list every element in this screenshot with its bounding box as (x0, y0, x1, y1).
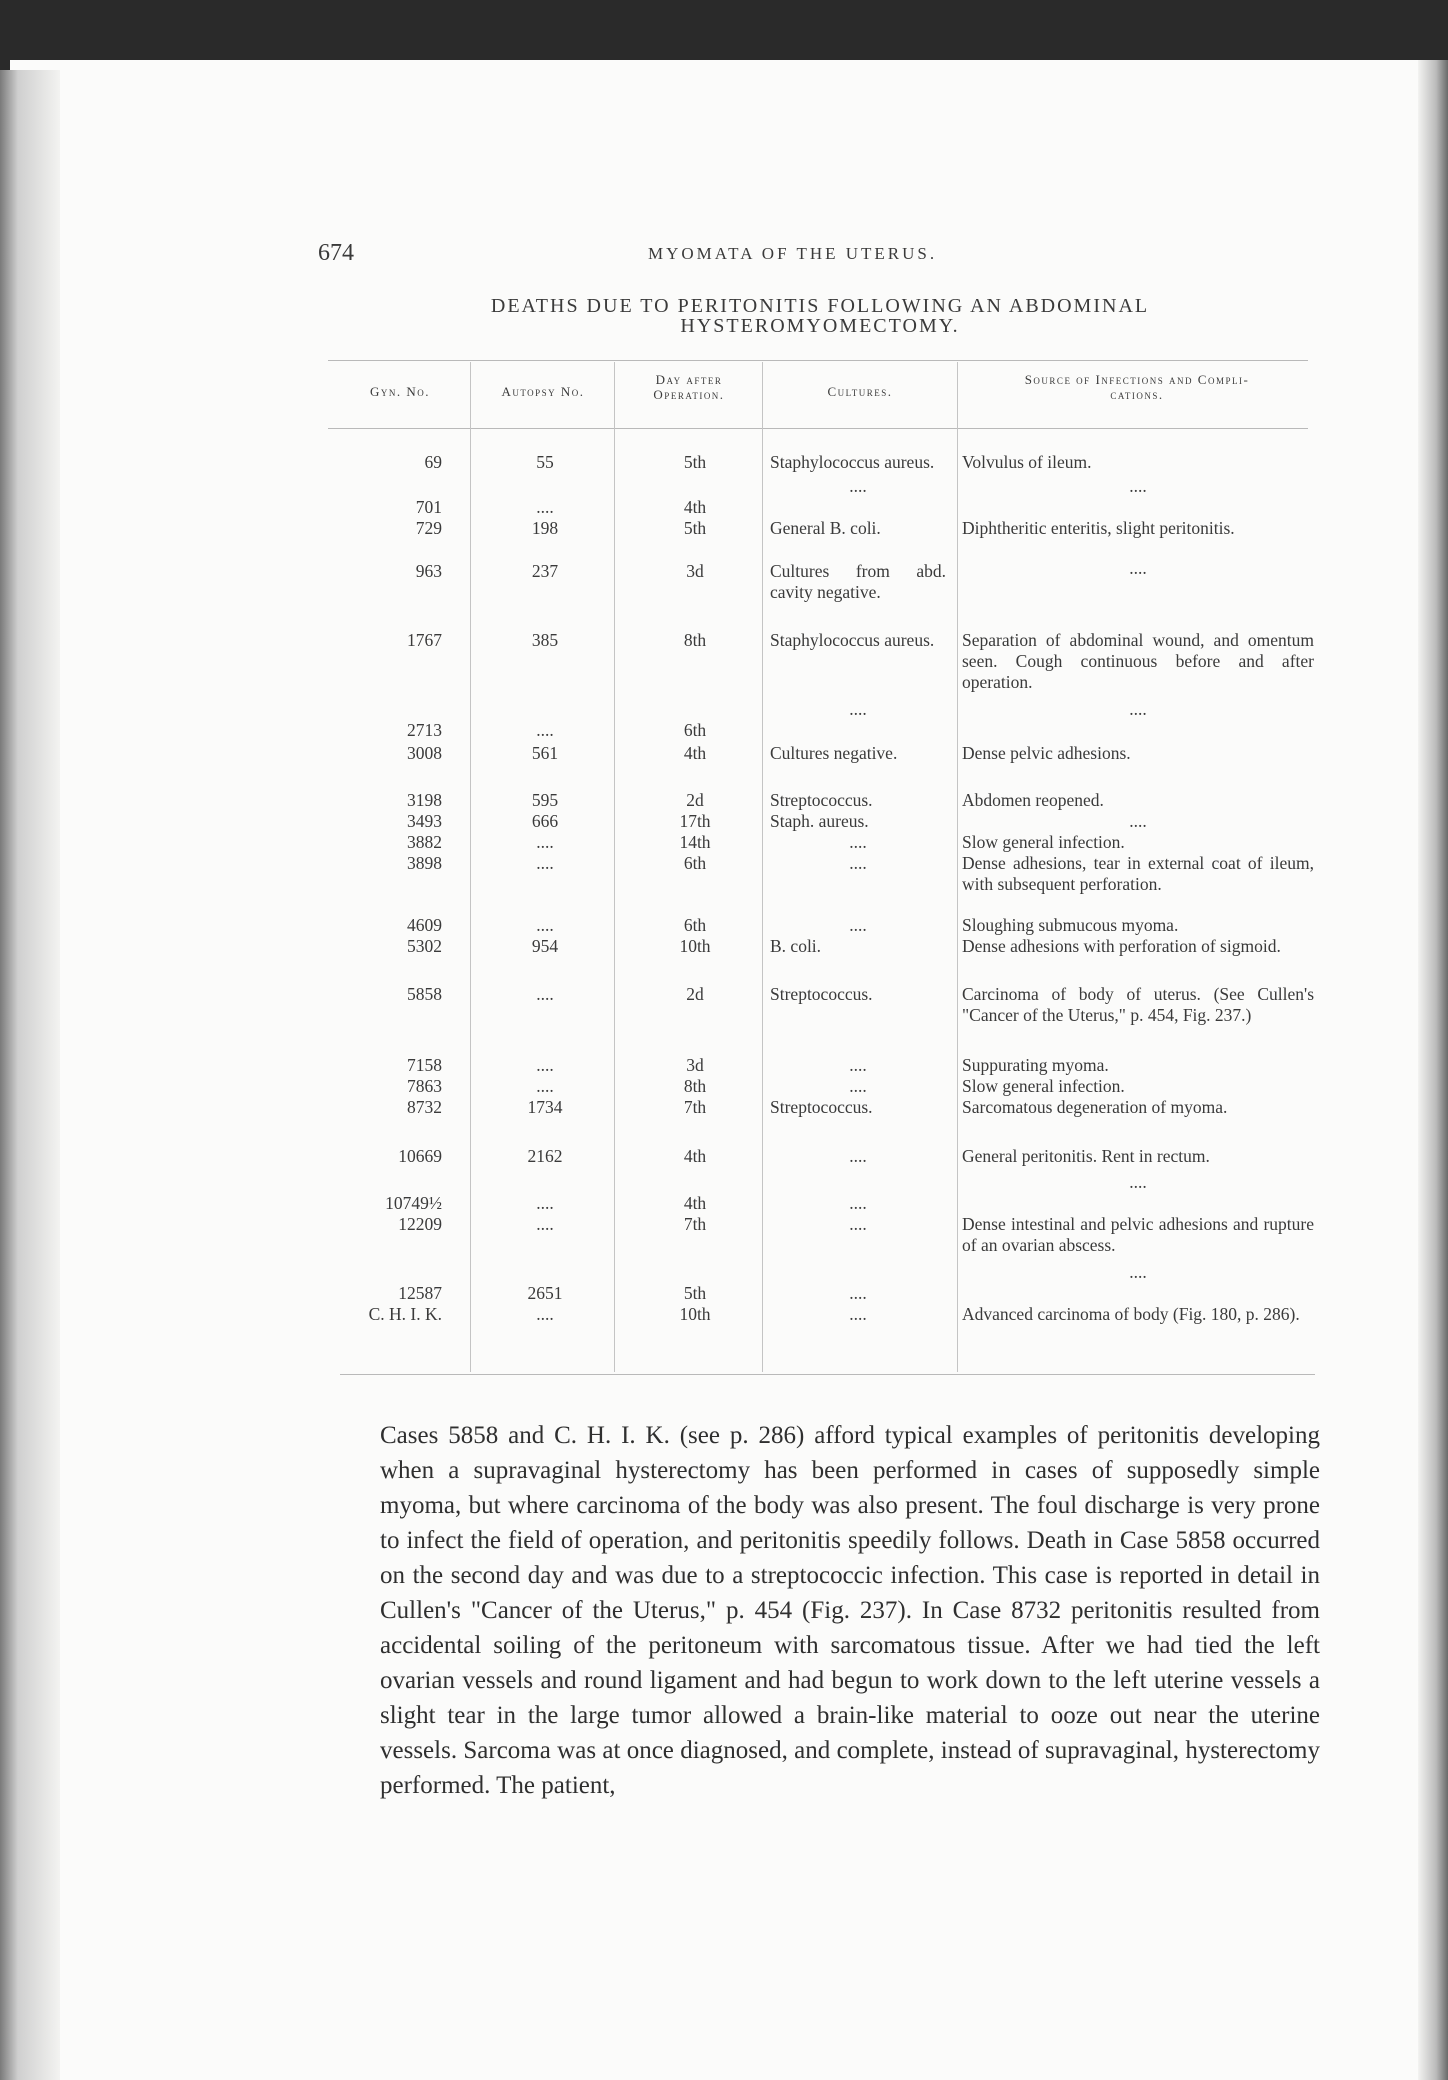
table-cell-day: 5th (683, 452, 707, 472)
table-cell-source: Abdomen reopened. (962, 790, 1104, 810)
table-cell-autopsy: 55 (536, 452, 554, 472)
table-cell-cultures: Staph. aureus. (770, 811, 869, 831)
table-cell-autopsy: 385 (531, 630, 559, 650)
table-cell-cultures: Streptococcus. (770, 1097, 873, 1117)
table-cell-cultures: General B. coli. (770, 518, 881, 538)
column-divider (614, 362, 615, 1372)
table-cell-autopsy: .... (536, 1076, 554, 1096)
table-cell-source: Dense adhesions with perforation of sigmoid. (962, 936, 1281, 956)
table-cell-cultures: .... (849, 1055, 867, 1075)
table-cell-source: .... (1129, 1172, 1147, 1192)
table-cell-cultures: Streptococcus. (770, 984, 873, 1004)
table-title (380, 296, 1260, 336)
table-cell-autopsy: .... (536, 1304, 554, 1324)
table-title-line-1: DEATHS DUE TO PERITONITIS FOLLOWING AN ABDOMINAL (490, 295, 1150, 317)
table-cell-cultures: Cultures negative. (770, 743, 898, 763)
column-header-source-line-2: cations. (1110, 387, 1164, 402)
table-cell-gyn: 3198 (407, 790, 442, 810)
table-cell-day: 7th (683, 1097, 707, 1117)
table-cell-gyn: 12587 (398, 1283, 442, 1303)
table-cell-cultures: .... (849, 1283, 867, 1303)
table-cell-autopsy: .... (536, 915, 554, 935)
column-header-source (962, 372, 1312, 402)
table-cell-autopsy: .... (536, 832, 554, 852)
column-header-cultures: Cultures. (827, 384, 893, 399)
table-cell-cultures: Staphylococcus aureus. (770, 630, 935, 650)
table-cell-day: 3d (686, 1055, 704, 1075)
table-bottom-rule (340, 1374, 1315, 1375)
table-cell-source: .... (1129, 699, 1147, 719)
table-cell-autopsy: 561 (531, 743, 559, 763)
table-cell-source: Diphtheritic enteritis, slight peritonitis. (962, 518, 1235, 538)
table-cell-cultures: .... (849, 476, 867, 496)
column-header-autopsy: Autopsy No. (501, 384, 585, 399)
table-cell-cultures: .... (849, 1076, 867, 1096)
table-cell-source: Sloughing submucous myoma. (962, 915, 1179, 935)
table-top-rule (328, 360, 1308, 361)
table-cell-day: 6th (683, 915, 707, 935)
table-cell-autopsy: .... (536, 1055, 554, 1075)
table-cell-cultures: .... (849, 1193, 867, 1213)
table-cell-source: .... (1129, 1262, 1147, 1282)
table-cell-gyn: 3882 (407, 832, 442, 852)
table-cell-cultures: .... (849, 1146, 867, 1166)
table-cell-source: Slow general infection. (962, 832, 1125, 852)
page-right-edge (1418, 60, 1448, 2080)
column-divider (762, 362, 763, 1372)
table-cell-day: 7th (683, 1214, 707, 1234)
table-cell-cultures: .... (849, 699, 867, 719)
table-cell-cultures: Cultures from abd. cavity negative. (770, 561, 946, 602)
column-header-day-line-2: Operation. (653, 387, 725, 402)
table-cell-source: Advanced carcinoma of body (Fig. 180, p. 286). (962, 1304, 1300, 1324)
table-cell-autopsy: 954 (531, 936, 559, 956)
table-cell-gyn: 69 (424, 452, 442, 472)
table-cell-source: Suppurating myoma. (962, 1055, 1109, 1075)
page-number: 674 (318, 240, 354, 266)
table-cell-day: 5th (683, 1283, 707, 1303)
table-cell-gyn: 3898 (407, 853, 442, 873)
table-cell-day: 6th (683, 853, 707, 873)
table-cell-cultures: .... (849, 1304, 867, 1324)
table-cell-day: 10th (679, 1304, 711, 1324)
table-cell-autopsy: 595 (531, 790, 559, 810)
table-cell-day: 8th (683, 1076, 707, 1096)
table-cell-gyn: 1767 (407, 630, 442, 650)
table-cell-gyn: C. H. I. K. (368, 1304, 442, 1324)
table-cell-autopsy: .... (536, 497, 554, 517)
table-cell-cultures: B. coli. (770, 936, 822, 956)
table-cell-cultures: .... (849, 832, 867, 852)
table-cell-source: Volvulus of ileum. (962, 452, 1092, 472)
table-cell-gyn: 963 (415, 561, 442, 581)
table-cell-gyn: 4609 (407, 915, 442, 935)
column-divider (957, 362, 958, 1372)
column-header-day-line-1: Day after (655, 372, 723, 387)
table-cell-cultures: .... (849, 1214, 867, 1234)
table-cell-autopsy: 237 (531, 561, 559, 581)
table-cell-cultures: .... (849, 915, 867, 935)
table-cell-cultures: Streptococcus. (770, 790, 873, 810)
table-cell-day: 4th (683, 1146, 707, 1166)
table-cell-source: Separation of abdominal wound, and omentum seen. Cough continuous before and after operation. (962, 630, 1314, 692)
table-cell-source: Sarcomatous degeneration of myoma. (962, 1097, 1228, 1117)
table-cell-day: 4th (683, 1193, 707, 1213)
table-cell-day: 4th (683, 743, 707, 763)
table-cell-cultures: Staphylococcus aureus. (770, 452, 935, 472)
table-cell-gyn: 729 (415, 518, 442, 538)
table-title-line-2: HYSTEROMYOMECTOMY. (680, 315, 960, 337)
table-cell-source: .... (1129, 558, 1147, 578)
column-header-source-line-1: Source of Infections and Compli- (1024, 372, 1250, 387)
table-header-rule (328, 428, 1308, 429)
body-paragraph (380, 1418, 1320, 1803)
table-cell-day: 3d (686, 561, 704, 581)
table-cell-gyn: 3493 (407, 811, 442, 831)
table-cell-day: 5th (683, 518, 707, 538)
table-cell-day: 8th (683, 630, 707, 650)
running-title: MYOMATA OF THE UTERUS. (648, 244, 938, 263)
table-cell-cultures: .... (849, 853, 867, 873)
table-cell-gyn: 7158 (407, 1055, 442, 1075)
table-cell-source: General peritonitis. Rent in rectum. (962, 1146, 1210, 1166)
table-cell-source: .... (1129, 811, 1147, 831)
table-cell-gyn: 5302 (407, 936, 442, 956)
table-cell-gyn: 701 (415, 497, 442, 517)
table-cell-gyn: 2713 (407, 720, 442, 740)
table-cell-autopsy: .... (536, 1193, 554, 1213)
table-cell-autopsy: .... (536, 984, 554, 1004)
table-cell-day: 4th (683, 497, 707, 517)
table-cell-day: 2d (686, 984, 704, 1004)
table-cell-gyn: 5858 (407, 984, 442, 1004)
table-cell-gyn: 8732 (407, 1097, 442, 1117)
table-cell-autopsy: 2162 (527, 1146, 563, 1166)
table-cell-day: 6th (683, 720, 707, 740)
table-cell-day: 10th (679, 936, 711, 956)
table-cell-source: .... (1129, 476, 1147, 496)
column-header-day (620, 372, 758, 402)
table-cell-source: Carcinoma of body of uterus. (See Cullen's "Cancer of the Uterus," p. 454, Fig. 237.) (962, 984, 1314, 1025)
table-cell-day: 17th (679, 811, 711, 831)
column-header-gyn: Gyn. No. (369, 384, 431, 399)
table-cell-gyn: 10749½ (385, 1193, 442, 1213)
table-cell-autopsy: 198 (531, 518, 559, 538)
table-cell-autopsy: .... (536, 853, 554, 873)
body-paragraph-text: Cases 5858 and C. H. I. K. (see p. 286) afford typical examples of peritonitis developing when a supravaginal hysterectomy has been performed in cases of supposedly simple myoma, but where carcinoma of the body was also present. The foul discharge is very prone to infect the field of operation, and peritonitis speedily follows. Death in Case 5858 occurred on the second day and was due to a streptococcic infection. This case is reported in detail in Cullen's "Cancer of the Uterus," p. 454 (Fig. 237). In Case 8732 peritonitis resulted from accidental soiling of the peritoneum with sarcomatous tissue. After we had tied the left ovarian vessels and round ligament and had begun to work down to the left uterine vessels a slight tear in the large tumor allowed a brain-like material to ooze out near the uterine vessels. Sarcoma was at once diagnosed, and complete, instead of supravaginal, hysterectomy performed. The patient, (380, 1422, 1320, 1799)
table-cell-autopsy: 2651 (527, 1283, 563, 1303)
table-cell-source: Dense intestinal and pelvic adhesions and rupture of an ovarian abscess. (962, 1214, 1314, 1255)
table-cell-autopsy: .... (536, 1214, 554, 1234)
table-cell-gyn: 3008 (407, 743, 442, 763)
table-cell-autopsy: 666 (531, 811, 559, 831)
book-spine-edge (0, 70, 60, 2080)
table-cell-source: Dense pelvic adhesions. (962, 743, 1131, 763)
table-cell-source: Dense adhesions, tear in external coat of ileum, with subsequent perforation. (962, 853, 1314, 894)
table-cell-gyn: 10669 (398, 1146, 442, 1166)
running-head (318, 240, 988, 270)
table-cell-day: 14th (679, 832, 711, 852)
table-cell-day: 2d (686, 790, 704, 810)
table-cell-autopsy: 1734 (527, 1097, 563, 1117)
table-cell-gyn: 7863 (407, 1076, 442, 1096)
table-cell-autopsy: .... (536, 720, 554, 740)
table-cell-gyn: 12209 (398, 1214, 442, 1234)
column-divider (470, 362, 471, 1372)
table-cell-source: Slow general infection. (962, 1076, 1125, 1096)
